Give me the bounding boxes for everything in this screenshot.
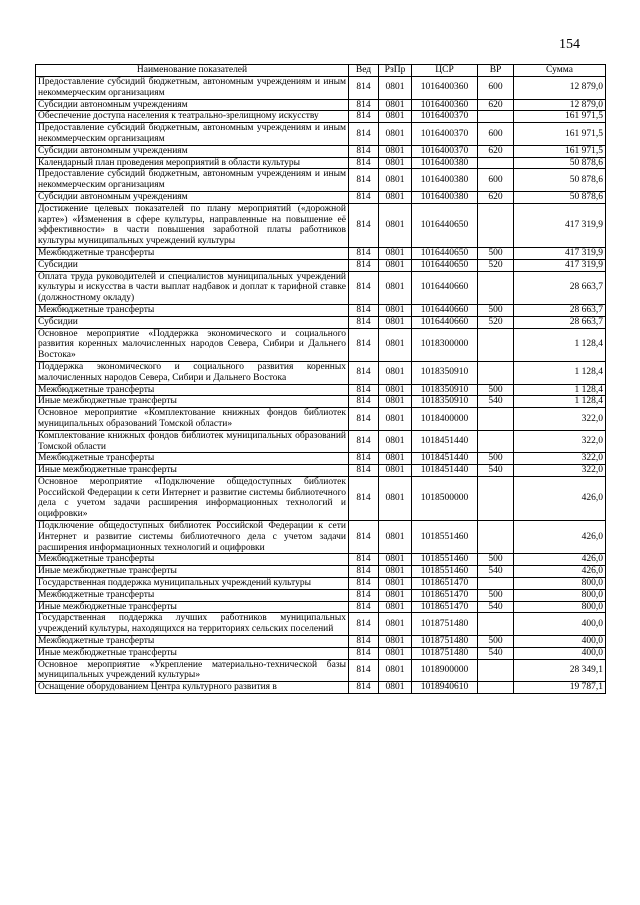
row-name: Субсидии автономным учреждениям [36, 191, 349, 203]
row-sum: 426,0 [514, 554, 606, 566]
table-row [36, 566, 606, 578]
row-name: Предоставление субсидий бюджетным, автономным учреждениям и иным некоммерческим организациям [36, 169, 349, 192]
row-sum: 1 128,4 [514, 328, 606, 361]
row-rzpr: 0801 [379, 647, 412, 659]
row-rzpr: 0801 [379, 111, 412, 123]
row-sum: 426,0 [514, 521, 606, 554]
row-rzpr: 0801 [379, 191, 412, 203]
header-sum: Сумма [514, 65, 606, 77]
row-sum: 800,0 [514, 601, 606, 613]
row-vr [478, 328, 514, 361]
row-sum: 161 971,5 [514, 145, 606, 157]
row-ved: 814 [349, 203, 379, 247]
table-row [36, 601, 606, 613]
row-csr: 1018350910 [412, 361, 478, 384]
row-rzpr: 0801 [379, 259, 412, 271]
row-csr: 1018451440 [412, 465, 478, 477]
row-name: Иные межбюджетные трансферты [36, 396, 349, 408]
table-body [36, 77, 606, 694]
row-ved: 814 [349, 682, 379, 694]
row-csr: 1016400370 [412, 145, 478, 157]
row-name: Достижение целевых показателей по плану мероприятий («дорожной карте») «Изменения в сфере культуры, направленные на повышение её эффективности» в части повышения заработной платы работников культуры муниципальных учреждений культуры [36, 203, 349, 247]
row-ved: 814 [349, 191, 379, 203]
table-row [36, 521, 606, 554]
row-csr: 1018551460 [412, 566, 478, 578]
row-sum: 12 879,0 [514, 77, 606, 100]
table-row [36, 203, 606, 247]
row-rzpr: 0801 [379, 578, 412, 590]
row-rzpr: 0801 [379, 247, 412, 259]
row-sum: 322,0 [514, 465, 606, 477]
header-rzpr: РзПр [379, 65, 412, 77]
row-rzpr: 0801 [379, 601, 412, 613]
row-vr [478, 157, 514, 169]
row-name: Предоставление субсидий бюджетным, автономным учреждениям и иным некоммерческим организациям [36, 123, 349, 146]
row-csr: 1018651470 [412, 601, 478, 613]
page-number: 154 [559, 37, 580, 52]
row-rzpr: 0801 [379, 554, 412, 566]
row-name: Календарный план проведения мероприятий в области культуры [36, 157, 349, 169]
row-ved: 814 [349, 589, 379, 601]
row-sum: 12 879,0 [514, 99, 606, 111]
row-rzpr: 0801 [379, 613, 412, 636]
row-csr: 1018900000 [412, 659, 478, 682]
row-name: Иные межбюджетные трансферты [36, 465, 349, 477]
table-row [36, 408, 606, 431]
row-rzpr: 0801 [379, 682, 412, 694]
row-ved: 814 [349, 316, 379, 328]
row-rzpr: 0801 [379, 521, 412, 554]
row-vr: 600 [478, 123, 514, 146]
row-sum: 28 349,1 [514, 659, 606, 682]
row-rzpr: 0801 [379, 384, 412, 396]
row-rzpr: 0801 [379, 316, 412, 328]
row-name: Межбюджетные трансферты [36, 304, 349, 316]
row-vr [478, 659, 514, 682]
row-vr: 540 [478, 566, 514, 578]
row-name: Межбюджетные трансферты [36, 589, 349, 601]
row-name: Межбюджетные трансферты [36, 453, 349, 465]
row-sum: 400,0 [514, 636, 606, 648]
table-row [36, 99, 606, 111]
row-ved: 814 [349, 521, 379, 554]
row-rzpr: 0801 [379, 465, 412, 477]
row-sum: 800,0 [514, 578, 606, 590]
table-row [36, 589, 606, 601]
row-vr: 620 [478, 99, 514, 111]
row-vr [478, 271, 514, 304]
row-ved: 814 [349, 636, 379, 648]
header-name: Наименование показателей [36, 65, 349, 77]
row-csr: 1018940610 [412, 682, 478, 694]
table-row [36, 396, 606, 408]
row-rzpr: 0801 [379, 123, 412, 146]
row-name: Субсидии [36, 259, 349, 271]
row-rzpr: 0801 [379, 157, 412, 169]
row-rzpr: 0801 [379, 430, 412, 453]
row-ved: 814 [349, 157, 379, 169]
row-csr: 1016440650 [412, 247, 478, 259]
row-vr: 600 [478, 169, 514, 192]
row-rzpr: 0801 [379, 396, 412, 408]
table-row [36, 361, 606, 384]
row-name: Иные межбюджетные трансферты [36, 647, 349, 659]
row-rzpr: 0801 [379, 99, 412, 111]
row-csr: 1018551460 [412, 521, 478, 554]
row-name: Подключение общедоступных библиотек Российской Федерации к сети Интернет и развитие системы библиотечного дела с учетом задачи расширения информационных технологий и оцифровки [36, 521, 349, 554]
row-vr: 500 [478, 304, 514, 316]
header-csr: ЦСР [412, 65, 478, 77]
row-name: Основное мероприятие «Поддержка экономического и социального развития коренных малочисленных народов Севера, Сибири и Дальнего Востока» [36, 328, 349, 361]
row-csr: 1018451440 [412, 453, 478, 465]
row-vr: 620 [478, 145, 514, 157]
row-rzpr: 0801 [379, 589, 412, 601]
row-vr [478, 521, 514, 554]
row-vr [478, 578, 514, 590]
row-name: Комплектование книжных фондов библиотек муниципальных образований Томской области [36, 430, 349, 453]
row-csr: 1016440650 [412, 259, 478, 271]
table-row [36, 169, 606, 192]
row-csr: 1016400380 [412, 169, 478, 192]
row-name: Иные межбюджетные трансферты [36, 601, 349, 613]
table-row [36, 77, 606, 100]
row-csr: 1018751480 [412, 636, 478, 648]
row-name: Предоставление субсидий бюджетным, автономным учреждениям и иным некоммерческим организациям [36, 77, 349, 100]
row-sum: 19 787,1 [514, 682, 606, 694]
row-name: Основное мероприятие «Комплектование книжных фондов библиотек муниципальных образований Томской области» [36, 408, 349, 431]
row-csr: 1018300000 [412, 328, 478, 361]
table-row [36, 647, 606, 659]
row-csr: 1018400000 [412, 408, 478, 431]
table-row [36, 157, 606, 169]
row-rzpr: 0801 [379, 659, 412, 682]
row-csr: 1018651470 [412, 589, 478, 601]
row-csr: 1016400380 [412, 157, 478, 169]
row-ved: 814 [349, 259, 379, 271]
row-sum: 1 128,4 [514, 396, 606, 408]
row-csr: 1018551460 [412, 554, 478, 566]
row-sum: 426,0 [514, 566, 606, 578]
row-vr: 520 [478, 259, 514, 271]
table-row [36, 613, 606, 636]
row-csr: 1016400370 [412, 123, 478, 146]
table-row [36, 328, 606, 361]
row-ved: 814 [349, 476, 379, 520]
table-row [36, 636, 606, 648]
row-sum: 322,0 [514, 408, 606, 431]
row-rzpr: 0801 [379, 77, 412, 100]
row-sum: 400,0 [514, 613, 606, 636]
row-name: Основное мероприятие «Подключение общедоступных библиотек Российской Федерации к сети Интернет и развитие системы библиотечного дела с учетом задачи расширения информационных технологий и оцифровки» [36, 476, 349, 520]
table-row [36, 476, 606, 520]
table-row [36, 304, 606, 316]
row-ved: 814 [349, 99, 379, 111]
row-vr [478, 111, 514, 123]
row-name: Субсидии автономным учреждениям [36, 145, 349, 157]
row-sum: 800,0 [514, 589, 606, 601]
row-sum: 50 878,6 [514, 169, 606, 192]
row-csr: 1018350910 [412, 396, 478, 408]
table-row [36, 682, 606, 694]
row-csr: 1018500000 [412, 476, 478, 520]
row-sum: 28 663,7 [514, 271, 606, 304]
row-name: Межбюджетные трансферты [36, 247, 349, 259]
row-csr: 1016400360 [412, 77, 478, 100]
row-name: Межбюджетные трансферты [36, 636, 349, 648]
table-row [36, 465, 606, 477]
row-ved: 814 [349, 554, 379, 566]
row-name: Субсидии автономным учреждениям [36, 99, 349, 111]
table-row [36, 247, 606, 259]
row-name: Основное мероприятие «Укрепление материально-технической базы муниципальных учреждений культуры» [36, 659, 349, 682]
row-rzpr: 0801 [379, 408, 412, 431]
row-vr: 540 [478, 647, 514, 659]
row-sum: 1 128,4 [514, 361, 606, 384]
row-ved: 814 [349, 408, 379, 431]
row-rzpr: 0801 [379, 203, 412, 247]
row-ved: 814 [349, 430, 379, 453]
row-ved: 814 [349, 647, 379, 659]
row-rzpr: 0801 [379, 476, 412, 520]
row-vr [478, 430, 514, 453]
table-row [36, 578, 606, 590]
row-ved: 814 [349, 396, 379, 408]
row-ved: 814 [349, 601, 379, 613]
row-csr: 1018751480 [412, 613, 478, 636]
row-sum: 50 878,6 [514, 191, 606, 203]
header-ved: Вед [349, 65, 379, 77]
row-vr: 540 [478, 465, 514, 477]
row-ved: 814 [349, 566, 379, 578]
row-vr: 500 [478, 589, 514, 601]
row-ved: 814 [349, 453, 379, 465]
row-csr: 1018651470 [412, 578, 478, 590]
row-rzpr: 0801 [379, 271, 412, 304]
row-ved: 814 [349, 384, 379, 396]
row-vr: 500 [478, 384, 514, 396]
row-csr: 1016400360 [412, 99, 478, 111]
table-row [36, 554, 606, 566]
row-sum: 322,0 [514, 430, 606, 453]
table-row [36, 384, 606, 396]
budget-table [35, 64, 606, 694]
row-vr: 600 [478, 77, 514, 100]
table-row [36, 145, 606, 157]
row-ved: 814 [349, 613, 379, 636]
table-header-row [36, 65, 606, 77]
row-ved: 814 [349, 271, 379, 304]
row-sum: 50 878,6 [514, 157, 606, 169]
row-vr [478, 476, 514, 520]
row-name: Межбюджетные трансферты [36, 554, 349, 566]
row-csr: 1016400370 [412, 111, 478, 123]
row-csr: 1016440660 [412, 304, 478, 316]
row-sum: 400,0 [514, 647, 606, 659]
row-vr: 620 [478, 191, 514, 203]
row-rzpr: 0801 [379, 361, 412, 384]
row-sum: 426,0 [514, 476, 606, 520]
row-vr: 520 [478, 316, 514, 328]
table-row [36, 271, 606, 304]
row-name: Обеспечение доступа населения к театрально-зрелищному искусству [36, 111, 349, 123]
row-csr: 1016440650 [412, 203, 478, 247]
row-name: Субсидии [36, 316, 349, 328]
row-ved: 814 [349, 123, 379, 146]
row-sum: 28 663,7 [514, 316, 606, 328]
row-rzpr: 0801 [379, 636, 412, 648]
row-rzpr: 0801 [379, 328, 412, 361]
row-vr: 500 [478, 636, 514, 648]
row-sum: 161 971,5 [514, 123, 606, 146]
row-vr: 540 [478, 396, 514, 408]
row-ved: 814 [349, 659, 379, 682]
table-row [36, 259, 606, 271]
row-name: Государственная поддержка муниципальных учреждений культуры [36, 578, 349, 590]
header-vr: ВР [478, 65, 514, 77]
row-vr: 500 [478, 554, 514, 566]
row-sum: 161 971,5 [514, 111, 606, 123]
row-vr [478, 408, 514, 431]
row-ved: 814 [349, 328, 379, 361]
row-ved: 814 [349, 145, 379, 157]
row-sum: 28 663,7 [514, 304, 606, 316]
table-row [36, 430, 606, 453]
row-ved: 814 [349, 304, 379, 316]
row-vr [478, 203, 514, 247]
row-ved: 814 [349, 169, 379, 192]
row-csr: 1018451440 [412, 430, 478, 453]
row-ved: 814 [349, 77, 379, 100]
table-row [36, 659, 606, 682]
row-ved: 814 [349, 361, 379, 384]
row-sum: 417 319,9 [514, 203, 606, 247]
row-name: Межбюджетные трансферты [36, 384, 349, 396]
row-csr: 1018751480 [412, 647, 478, 659]
row-vr [478, 682, 514, 694]
row-name: Государственная поддержка лучших работников муниципальных учреждений культуры, находящихся на территориях сельских поселений [36, 613, 349, 636]
row-sum: 322,0 [514, 453, 606, 465]
row-name: Иные межбюджетные трансферты [36, 566, 349, 578]
row-vr [478, 361, 514, 384]
row-rzpr: 0801 [379, 304, 412, 316]
row-sum: 1 128,4 [514, 384, 606, 396]
row-ved: 814 [349, 465, 379, 477]
row-vr: 500 [478, 453, 514, 465]
row-vr [478, 613, 514, 636]
row-rzpr: 0801 [379, 145, 412, 157]
table-row [36, 123, 606, 146]
row-name: Оснащение оборудованием Центра культурного развития в [36, 682, 349, 694]
row-ved: 814 [349, 111, 379, 123]
row-rzpr: 0801 [379, 566, 412, 578]
table-row [36, 453, 606, 465]
row-name: Оплата труда руководителей и специалистов муниципальных учреждений культуры и искусства в части выплат надбавок и доплат к тарифной ставке (должностному окладу) [36, 271, 349, 304]
row-csr: 1016440660 [412, 271, 478, 304]
row-sum: 417 319,9 [514, 259, 606, 271]
row-ved: 814 [349, 247, 379, 259]
table-row [36, 111, 606, 123]
table-row [36, 316, 606, 328]
row-rzpr: 0801 [379, 169, 412, 192]
table-row [36, 191, 606, 203]
row-csr: 1016400380 [412, 191, 478, 203]
row-ved: 814 [349, 578, 379, 590]
row-csr: 1018350910 [412, 384, 478, 396]
row-sum: 417 319,9 [514, 247, 606, 259]
row-rzpr: 0801 [379, 453, 412, 465]
row-vr: 500 [478, 247, 514, 259]
row-name: Поддержка экономического и социального развития коренных малочисленных народов Севера, Сибири и Дальнего Востока [36, 361, 349, 384]
row-vr: 540 [478, 601, 514, 613]
row-csr: 1016440660 [412, 316, 478, 328]
